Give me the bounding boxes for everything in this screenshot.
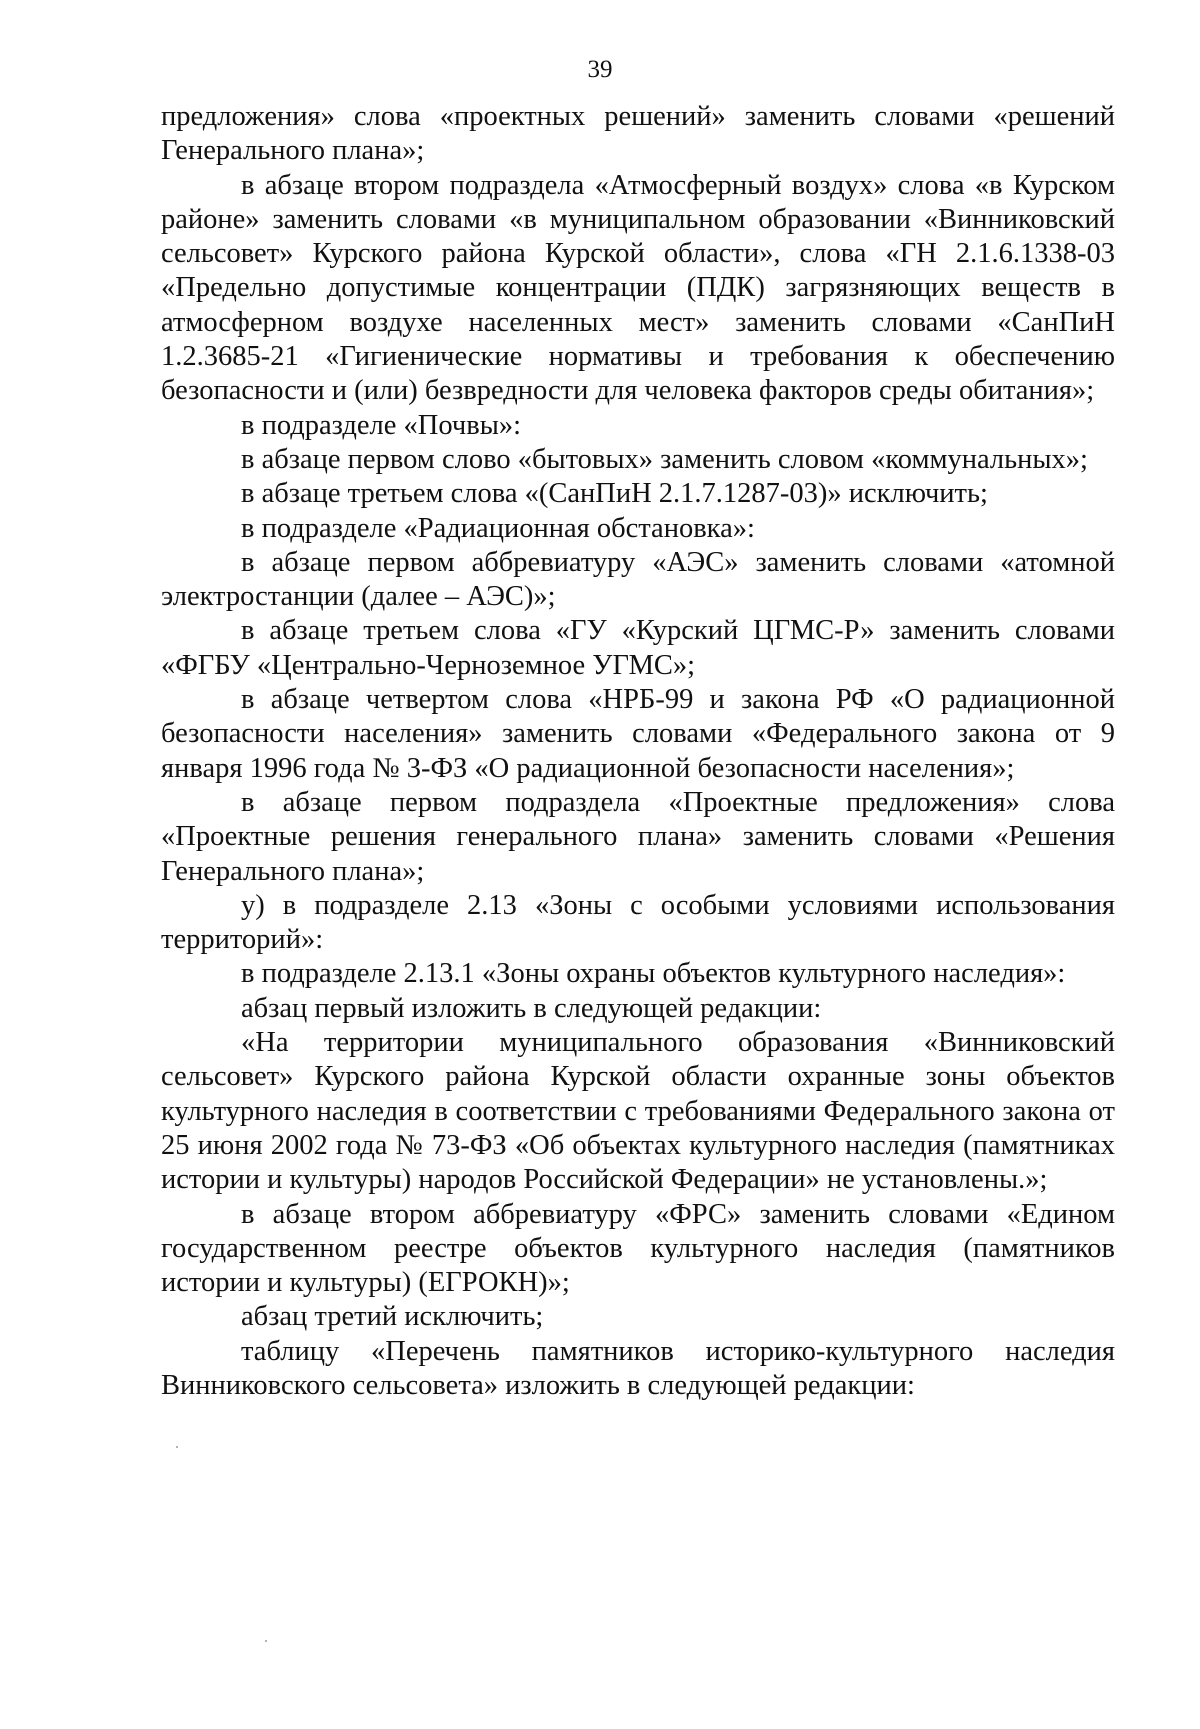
paragraph-table-edit: таблицу «Перечень памятников историко-культурного наследия Винниковского сельсовета» изложить в следующей редакции: [161, 1335, 1115, 1401]
paragraph-soils-heading: в подразделе «Почвы»: [241, 409, 522, 441]
paragraph-radiation-first: в абзаце первом аббревиатуру «АЭС» заменить словами «атомной электростанции (далее – АЭС)»; [161, 546, 1115, 613]
paragraph-continuation: предложения» слова «проектных решений» заменить словами «решений Генерального плана»; [161, 101, 1115, 167]
scan-speck [265, 1640, 267, 1642]
paragraph-radiation-fourth: в абзаце четвертом слова «НРБ-99 и закона РФ «О радиационной безопасности населения» заменить словами «Федерального закона от 9 января 1996 года № 3-ФЗ «О радиационной безопасности населения»; [161, 684, 1115, 784]
paragraph-first-abzac-edit: абзац первый изложить в следующей редакции: [241, 992, 822, 1024]
paragraph-subsection-2-13-1: в подразделе 2.13.1 «Зоны охраны объектов культурного наследия»: [241, 958, 1066, 990]
paragraph-atmospheric-air: в абзаце втором подраздела «Атмосферный воздух» слова «в Курском районе» заменить словами «в муниципальном образовании «Винниковский сельсовет» Курского района Курской области», слова «ГН 2.1.6.1338-03 «Предельно допустимые концентрации (ПДК) загрязняющих веществ в атмосферном воздухе населенных мест» заменить словами «СанПиН 1.2.3685-21 «Гигиенические нормативы и требования к обеспечению безопасности и (или) безвредности для человека факторов среды обитания»; [161, 169, 1115, 407]
document-body [161, 100, 1115, 1403]
paragraph-subsection-2-13: у) в подразделе 2.13 «Зоны с особыми условиями использования территорий»: [161, 889, 1115, 956]
paragraph-radiation-third: в абзаце третьем слова «ГУ «Курский ЦГМС-Р» заменить словами «ФГБУ «Центрально-Черноземное УГМС»; [161, 615, 1115, 681]
paragraph-project-proposals: в абзаце первом подраздела «Проектные предложения» слова «Проектные решения генерального плана» заменить словами «Решения Генерального плана»; [161, 786, 1115, 887]
paragraph-third-abzac: абзац третий исключить; [241, 1301, 544, 1333]
scan-speck [176, 1446, 178, 1448]
paragraph-quoted-text: «На территории муниципального образования «Винниковский сельсовет» Курского района Курской области охранные зоны объектов культурного наследия в соответствии с требованиями Федерального закона от 25 июня 2002 года № 73-ФЗ «Об объектах культурного наследия (памятниках истории и культуры) народов Российской Федерации» не установлены.»; [161, 1027, 1115, 1196]
paragraph-second-abzac: в абзаце втором аббревиатуру «ФРС» заменить словами «Едином государственном реестре объектов культурного наследия (памятников истории и культуры) (ЕГРОКН)»; [161, 1198, 1115, 1299]
paragraph-radiation-heading: в подразделе «Радиационная обстановка»: [241, 512, 755, 544]
page-number: 39 [587, 56, 613, 83]
paragraph-soils-third: в абзаце третьем слова «(СанПиН 2.1.7.1287-03)» исключить; [241, 478, 988, 510]
paragraph-soils-first: в абзаце первом слово «бытовых» заменить словом «коммунальных»; [241, 443, 1088, 475]
